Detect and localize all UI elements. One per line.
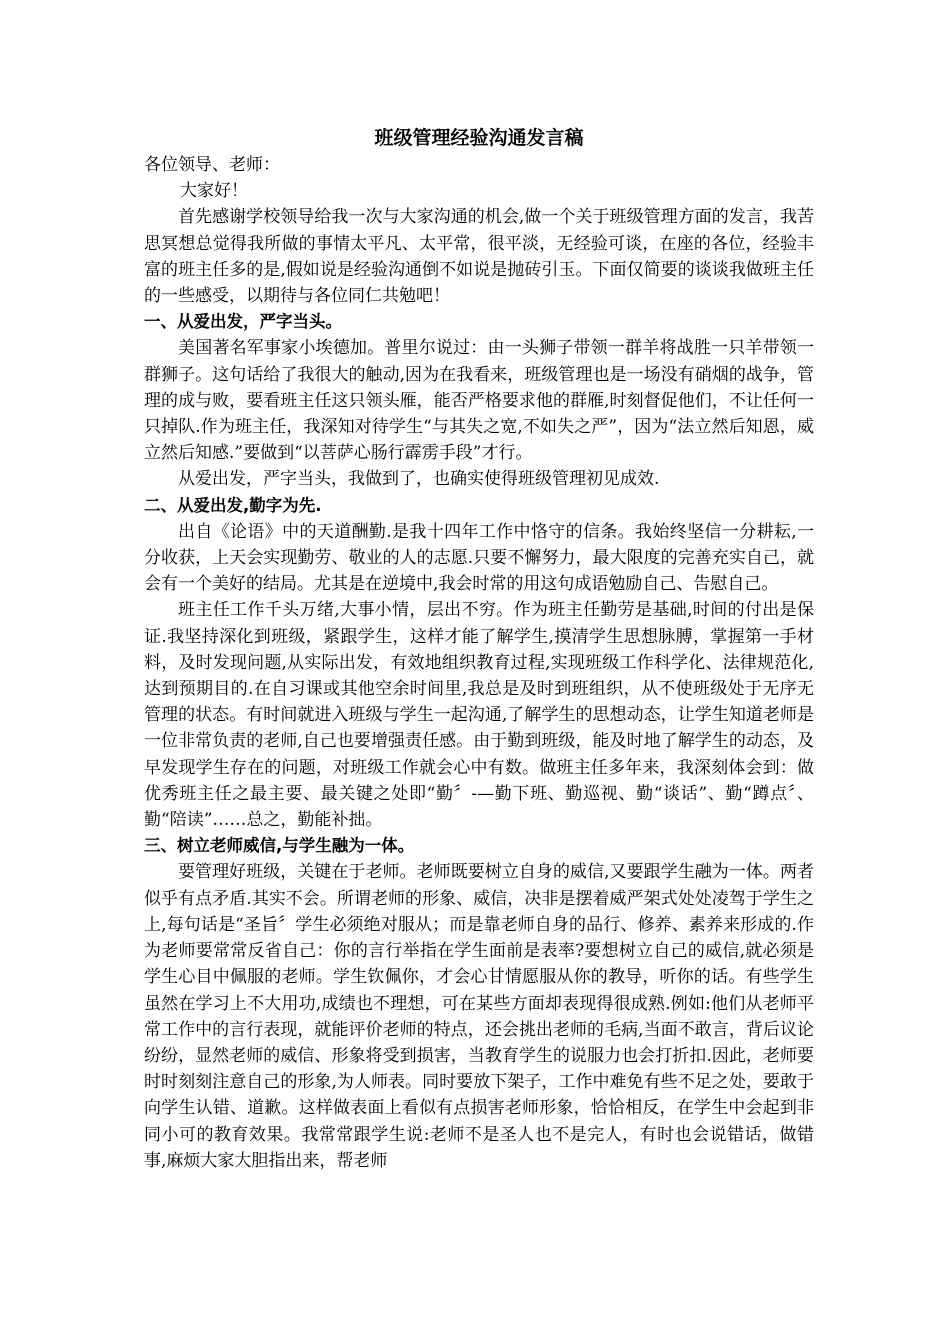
intro-paragraph: 首先感谢学校领导给我一次与大家沟通的机会,做一个关于班级管理方面的发言，我苦思冥想总觉得我所做的事情太平凡、太平常，很平淡，无经验可谈，在座的各位，经验丰富的班主任多的是,假如说是经验沟通倒不如说是抛砖引玉。下面仅简要的谈谈我做班主任的一些感受，以期待与各位同仁共勉吧！ (144, 207, 814, 307)
document-page (144, 124, 814, 1174)
greeting: 大家好！ (180, 181, 248, 202)
body-paragraph: 出自《论语》中的天道酬勤.是我十四年工作中恪守的信条。我始终坚信一分耕耘,一分收获，上天会实现勤劳、敬业的人的志愿.只要不懈努力，最大限度的完善充实自己，就会有一个美好的结局。尤其是在逆境中,我会时常的用这句成语勉励自己、告慰自己。 (144, 521, 814, 595)
section-heading: 二、从爱出发,勤字为先. (144, 495, 322, 515)
body-paragraph: 美国著名军事家小埃德加。普里尔说过：由一头狮子带领一群羊将战胜一只羊带领一群狮子。这句话给了我很大的触动,因为在我看来，班级管理也是一场没有硝烟的战争，管理的成与败，要看班主任这只领头雁，能否严格要求他的群雁,时刻督促他们，不让任何一只掉队.作为班主任，我深知对待学生“与其失之宽,不如失之严”，因为“法立然后知恩，威立然后知感.”要做到“以菩萨心肠行霹雳手段”才行。 (144, 338, 814, 464)
body-paragraph: 从爱出发，严字当头，我做到了，也确实使得班级管理初见成效. (178, 469, 660, 490)
section-heading: 一、从爱出发，严字当头。 (144, 312, 342, 332)
body-paragraph: 班主任工作千头万绪,大事小情，层出不穷。作为班主任勤劳是基础,时间的付出是保证.我坚持深化到班级，紧跟学生，这样才能了解学生,摸清学生思想脉膊，掌握第一手材料，及时发现问题,从实际出发，有效地组织教育过程,实现班级工作科学化、法律规范化,达到预期目的.在自习课或其他空余时间里,我总是及时到班组织，从不使班级处于无序无管理的状态。有时间就进入班级与学生一起沟通,了解学生的思想动态，让学生知道老师是一位非常负责的老师,自己也要增强责任感。由于勤到班级，能及时地了解学生的动态，及早发现学生存在的问题，对班级工作就会心中有数。做班主任多年来，我深刻体会到：做优秀班主任之最主要、最关键之处即“勤〞-—勤下班、勤巡视、勤“谈话”、勤“蹲点〞、勤“陪读”……总之，勤能补拙。 (144, 600, 814, 831)
body-paragraph: 要管理好班级，关键在于老师。老师既要树立自身的威信,又要跟学生融为一体。两者似乎有点矛盾.其实不会。所谓老师的形象、威信，决非是摆着威严架式处处凌驾于学生之上,每句话是“圣旨〞学生必须绝对服从；而是靠老师自身的品行、修养、素养来形成的.作为老师要常常反省自己：你的言行举指在学生面前是表率?要想树立自己的威信,就必须是学生心目中佩服的老师。学生钦佩你，才会心甘情愿服从你的教导，听你的话。有些学生虽然在学习上不大用功,成绩也不理想，可在某些方面却表现得很成熟.例如:他们从老师平常工作中的言行表现，就能评价老师的特点，还会挑出老师的毛病,当面不敢言，背后议论纷纷，显然老师的威信、形象将受到损害，当教育学生的说服力也会打折扣.因此，老师要时时刻刻注意自己的形象,为人师表。同时要放下架子，工作中难免有些不足之处，要敢于向学生认错、道歉。这样做表面上看似有点损害老师形象，恰恰相反，在学生中会起到非同小可的教育效果。我常常跟学生说:老师不是圣人也不是完人，有时也会说错话，做错事,麻烦大家大胆指出来，帮老师 (144, 862, 814, 1171)
section-heading: 三、树立老师威信,与学生融为一体。 (144, 836, 415, 856)
salutation: 各位领导、老师： (144, 155, 280, 175)
document-title: 班级管理经验沟通发言稿 (374, 127, 584, 149)
